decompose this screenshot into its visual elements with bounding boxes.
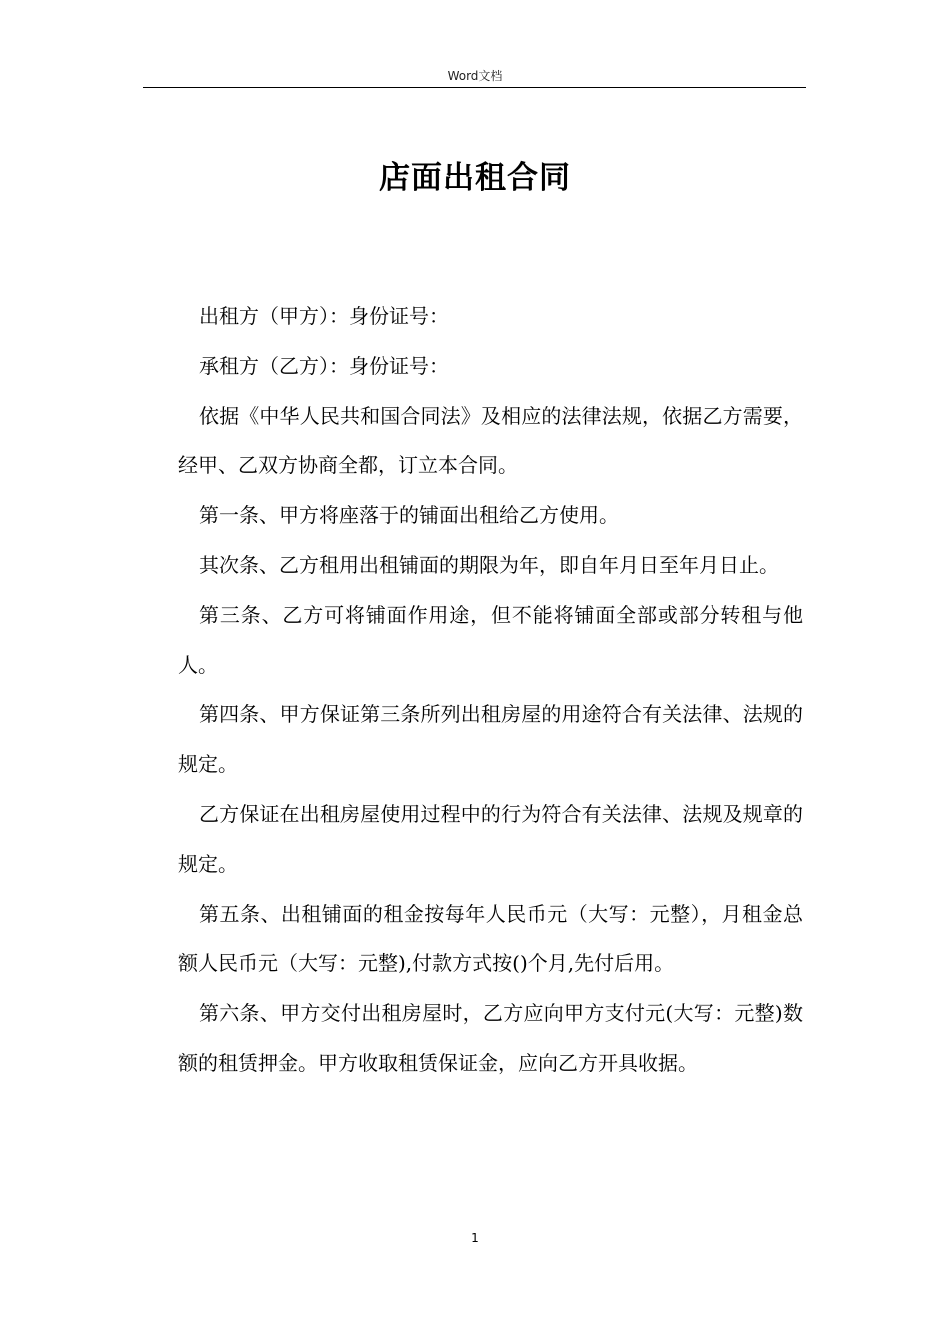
paragraph-lessee: 承租方（乙方）：身份证号： <box>199 353 449 378</box>
page-number: 1 <box>471 1231 479 1245</box>
paragraph-preamble: 依据《中华人民共和国合同法》及相应的法律法规，依据乙方需要，经甲、乙双方协商全都，订立本合同。 <box>178 403 803 478</box>
paragraph-article-5: 第五条、出租铺面的租金按每年人民币元（大写：元整），月租金总额人民币元（大写：元整),付款方式按()个月,先付后用。 <box>178 901 803 976</box>
paragraph-article-4-lessee: 乙方保证在出租房屋使用过程中的行为符合有关法律、法规及规章的规定。 <box>178 801 803 876</box>
paragraph-article-1: 第一条、甲方将座落于的铺面出租给乙方使用。 <box>199 503 619 528</box>
paragraph-article-3: 第三条、乙方可将铺面作用途，但不能将铺面全部或部分转租与他人。 <box>178 602 803 677</box>
paragraph-lessor: 出租方（甲方）：身份证号： <box>199 304 449 328</box>
document-body <box>178 292 803 1089</box>
page-header-label: Word文档 <box>447 69 503 83</box>
paragraph-article-6: 第六条、甲方交付出租房屋时，乙方应向甲方支付元(大写：元整)数额的租赁押金。甲方收取租赁保证金，应向乙方开具收据。 <box>178 1001 803 1075</box>
header-divider <box>143 87 806 88</box>
document-title: 店面出租合同 <box>379 160 571 196</box>
paragraph-article-4: 第四条、甲方保证第三条所列出租房屋的用途符合有关法律、法规的规定。 <box>178 702 803 777</box>
paragraph-article-2: 其次条、乙方租用出租铺面的期限为年，即自年月日至年月日止。 <box>199 552 779 577</box>
